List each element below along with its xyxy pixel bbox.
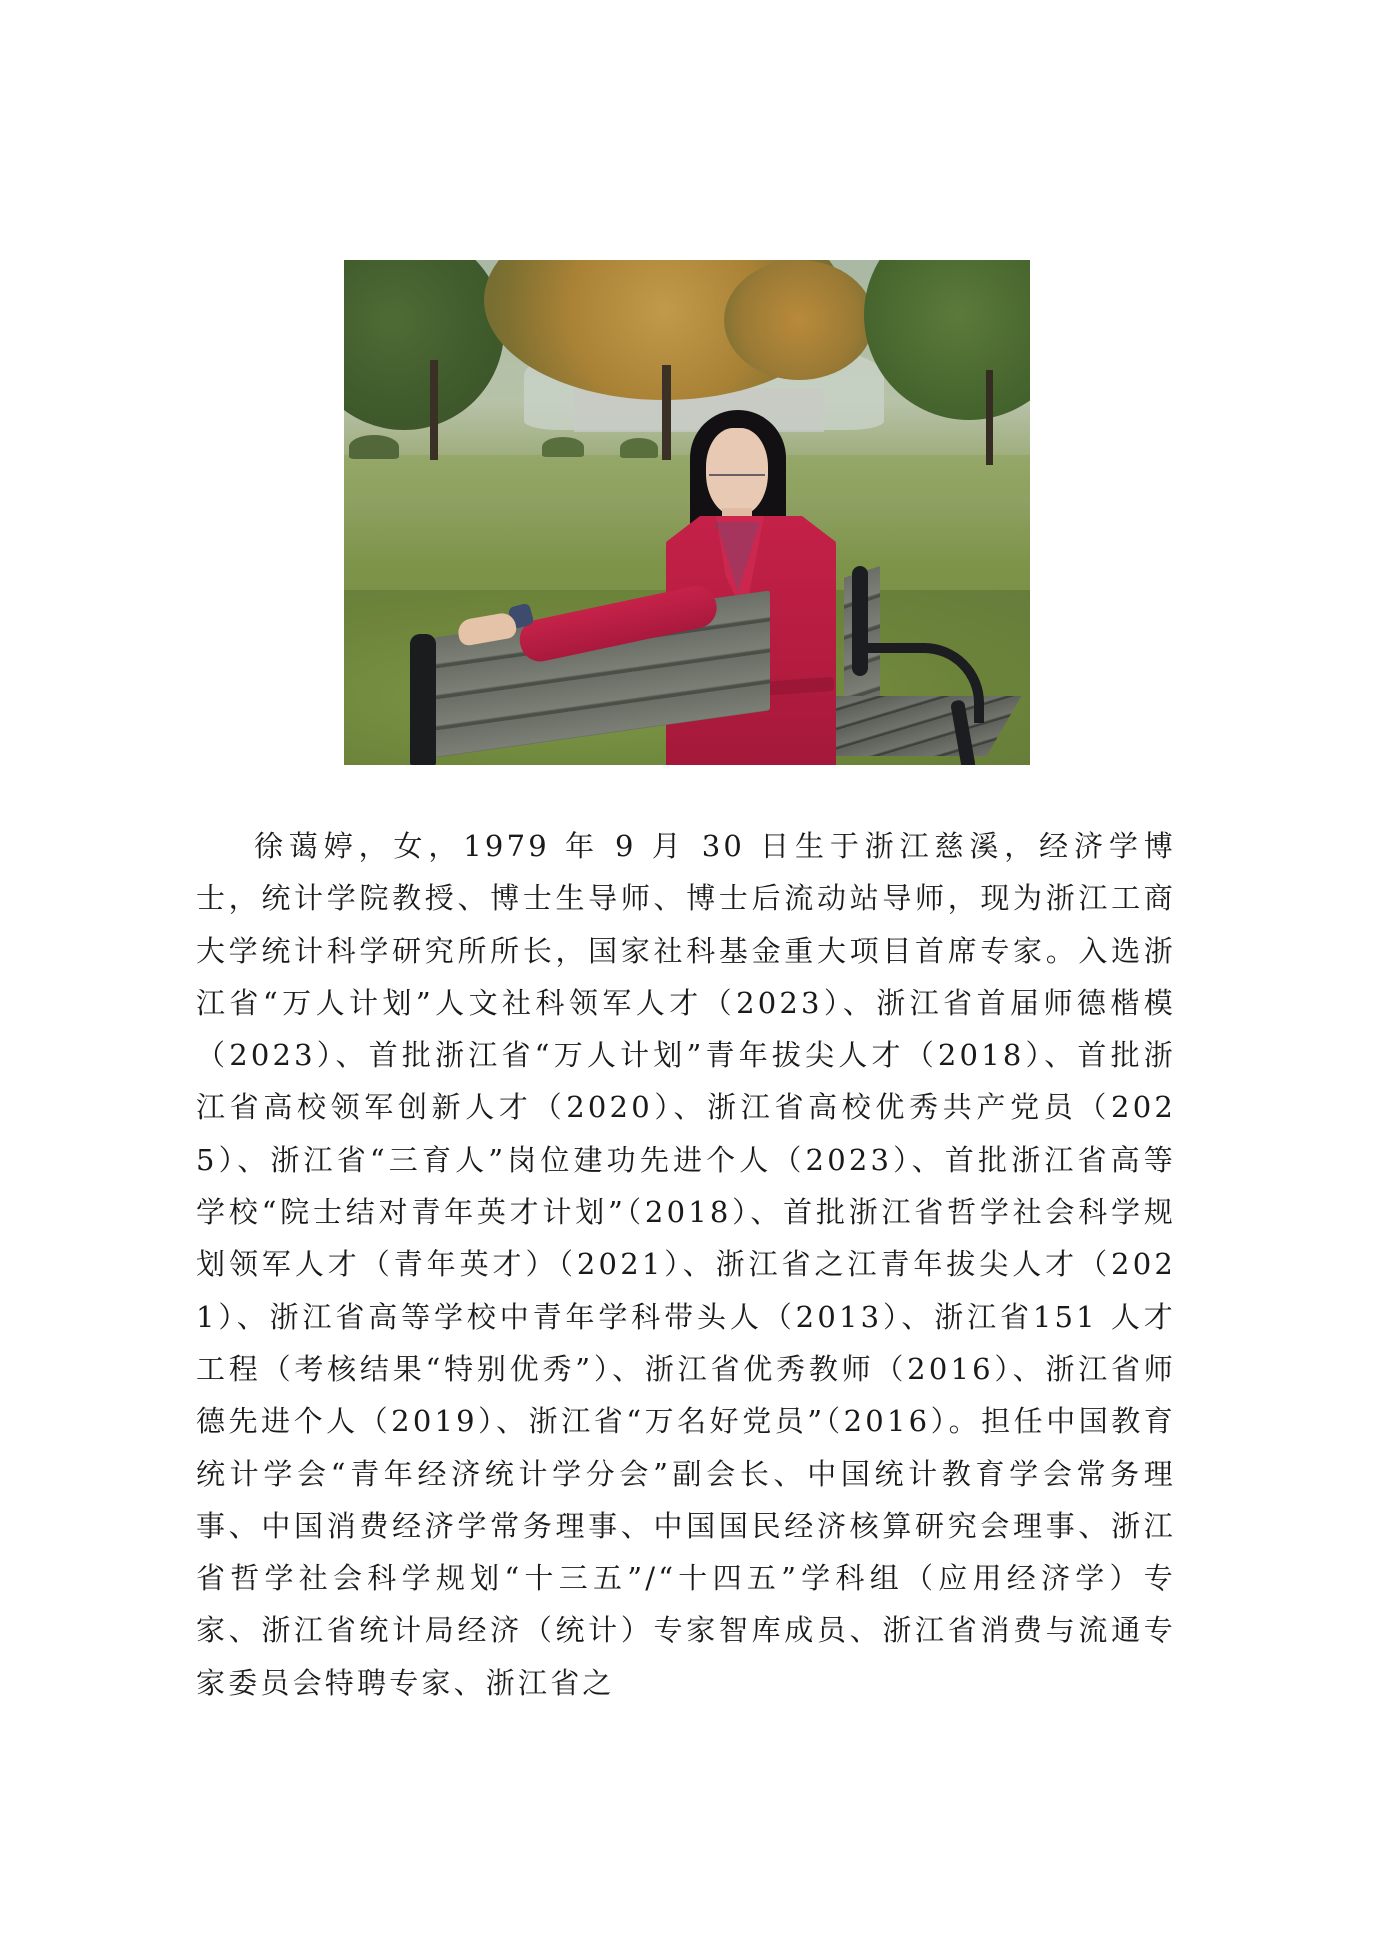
- bush: [542, 437, 584, 457]
- person-glasses: [709, 460, 765, 476]
- bush: [349, 435, 399, 459]
- tree-trunk: [662, 365, 671, 460]
- tree-canopy-autumn-small: [724, 260, 874, 380]
- far-lawn: [344, 455, 1030, 495]
- portrait-photo: [344, 260, 1030, 765]
- tree-trunk: [986, 370, 993, 465]
- bush: [620, 438, 658, 458]
- tree-trunk: [430, 360, 438, 460]
- tree-canopy-right: [864, 260, 1030, 420]
- biography-paragraph: 徐蔼婷，女，1979 年 9 月 30 日生于浙江慈溪，经济学博士，统计学院教授、博士生导师、博士后流动站导师，现为浙江工商大学统计科学研究所所长，国家社科基金重大项目首席专家。入选浙江省“万人计划”人文社科领军人才（2023）、浙江省首届师德楷模（2023）、首批浙江省“万人计划”青年拔尖人才（2018）、首批浙江省高校领军创新人才（2020）、浙江省高校优秀共产党员（2025）、浙江省“三育人”岗位建功先进个人（2023）、首批浙江省高等学校“院士结对青年英才计划”（2018）、首批浙江省哲学社会科学规划领军人才（青年英才）（2021）、浙江省之江青年拔尖人才（2021）、浙江省高等学校中青年学科带头人（2013）、浙江省151 人才工程（考核结果“特别优秀”）、浙江省优秀教师（2016）、浙江省师德先进个人（2019）、浙江省“万名好党员”（2016）。担任中国教育统计学会“青年经济统计学分会”副会长、中国统计教育学会常务理事、中国消费经济学常务理事、中国国民经济核算研究会理事、浙江省哲学社会科学规划“十三五”/“十四五”学科组（应用经济学）专家、浙江省统计局经济（统计）专家智库成员、浙江省消费与流通专家委员会特聘专家、浙江省之: [196, 829, 1176, 1700]
- bench-frame-left: [410, 634, 436, 765]
- tree-canopy-left: [344, 260, 504, 430]
